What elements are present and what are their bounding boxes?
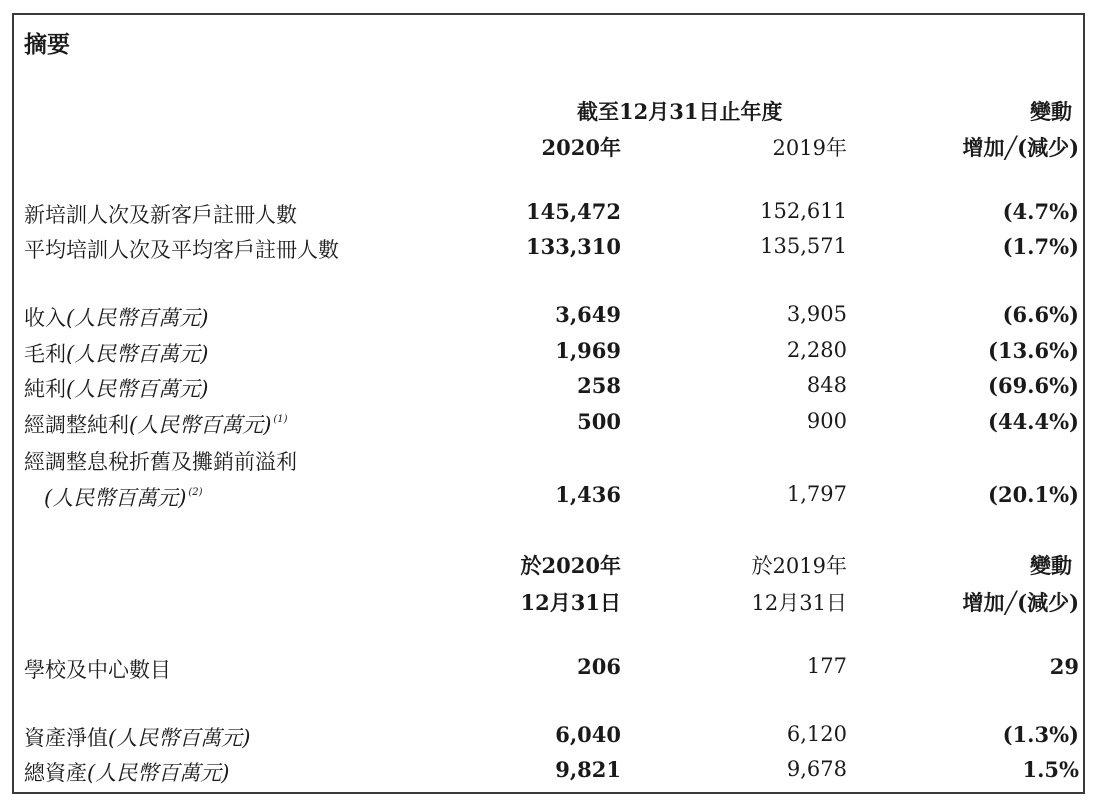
value-change: (4.7%)	[1002, 199, 1079, 224]
row-label: 資產淨值(人民幣百萬元)	[24, 726, 251, 750]
change-header2-line2: 增加╱(減少)	[962, 590, 1079, 615]
value-2020: 9,821	[555, 757, 621, 782]
row-label: 收入(人民幣百萬元)	[24, 306, 209, 330]
unit-label: (人民幣百萬元)	[66, 342, 209, 366]
value-2020: 6,040	[555, 722, 621, 747]
value-2019: 3,905	[786, 302, 847, 326]
value-2020: 3,649	[555, 302, 621, 327]
value-change: (1.7%)	[1002, 234, 1079, 259]
change-header-line2: 增加╱(減少)	[962, 135, 1079, 160]
unit-label: (人民幣百萬元)	[87, 761, 230, 785]
value-2020: 133,310	[526, 234, 621, 259]
value-2020: 500	[577, 409, 621, 434]
col-2020-header-line2: 12月31日	[520, 590, 621, 615]
row-label: 平均培訓人次及平均客戶註冊人數	[24, 238, 339, 262]
row-label: 毛利(人民幣百萬元)	[24, 342, 209, 366]
col-2020-header-line1: 於2020年	[520, 553, 621, 578]
table-row	[0, 654, 1093, 686]
value-2020: 206	[577, 654, 621, 679]
change-header2-line1: 變動	[1030, 553, 1072, 578]
value-2020: 258	[577, 373, 621, 398]
value-2019: 9,678	[786, 757, 847, 781]
row-label: 學校及中心數目	[24, 658, 171, 682]
table-row	[0, 199, 1093, 231]
unit-label: (人民幣百萬元)	[44, 486, 187, 510]
col-2019-header-line1: 於2019年	[751, 554, 847, 578]
row-label: 總資產(人民幣百萬元)	[24, 761, 230, 785]
table-row	[0, 302, 1093, 334]
table-row	[0, 722, 1093, 754]
value-2019: 177	[806, 654, 847, 678]
value-2019: 2,280	[786, 338, 847, 362]
value-change: (44.4%)	[988, 409, 1079, 434]
table-row	[0, 234, 1093, 266]
value-2019: 152,611	[760, 199, 847, 223]
value-change: (1.3%)	[1002, 722, 1079, 747]
value-change: (69.6%)	[988, 373, 1079, 398]
unit-label: (人民幣百萬元)	[66, 377, 209, 401]
unit-label: (人民幣百萬元)	[66, 306, 209, 330]
row-label: 新培訓人次及新客戶註冊人數	[24, 203, 297, 227]
value-2019: 135,571	[760, 234, 847, 258]
value-2020: 1,969	[555, 338, 621, 363]
period-header: 截至12月31日止年度	[577, 99, 783, 124]
value-2019: 848	[806, 373, 847, 397]
value-change: 1.5%	[1022, 757, 1079, 782]
row-label: 經調整純利(人民幣百萬元) $^{(1)}$	[24, 413, 288, 437]
row-label: 經調整息稅折舊及攤銷前溢利	[24, 450, 297, 474]
footnote-marker: (2)	[188, 487, 203, 498]
table-row	[0, 338, 1093, 370]
value-change: (13.6%)	[988, 338, 1079, 363]
footnote-marker: (1)	[273, 414, 288, 425]
value-2019: 1,797	[786, 482, 847, 506]
section-title: 摘要	[24, 32, 70, 58]
table-row-label-line	[0, 446, 1093, 478]
value-2020: 145,472	[526, 199, 621, 224]
value-change: (6.6%)	[1002, 302, 1079, 327]
value-change: 29	[1049, 654, 1079, 679]
value-2019: 900	[806, 409, 847, 433]
col-2019-header-line2: 12月31日	[751, 591, 847, 615]
table-row	[0, 757, 1093, 789]
unit-label: (人民幣百萬元)	[129, 413, 272, 437]
value-2020: 1,436	[555, 482, 621, 507]
table-row	[0, 482, 1093, 514]
row-label: 純利(人民幣百萬元)	[24, 377, 209, 401]
table-row	[0, 409, 1093, 441]
value-2019: 6,120	[786, 722, 847, 746]
table-row	[0, 373, 1093, 405]
unit-label: (人民幣百萬元)	[108, 726, 251, 750]
col-2020-header: 2020年	[541, 135, 621, 160]
change-header-line1: 變動	[1030, 99, 1072, 124]
col-2019-header: 2019年	[772, 136, 847, 160]
row-label-unit	[44, 482, 203, 512]
value-change: (20.1%)	[988, 482, 1079, 507]
